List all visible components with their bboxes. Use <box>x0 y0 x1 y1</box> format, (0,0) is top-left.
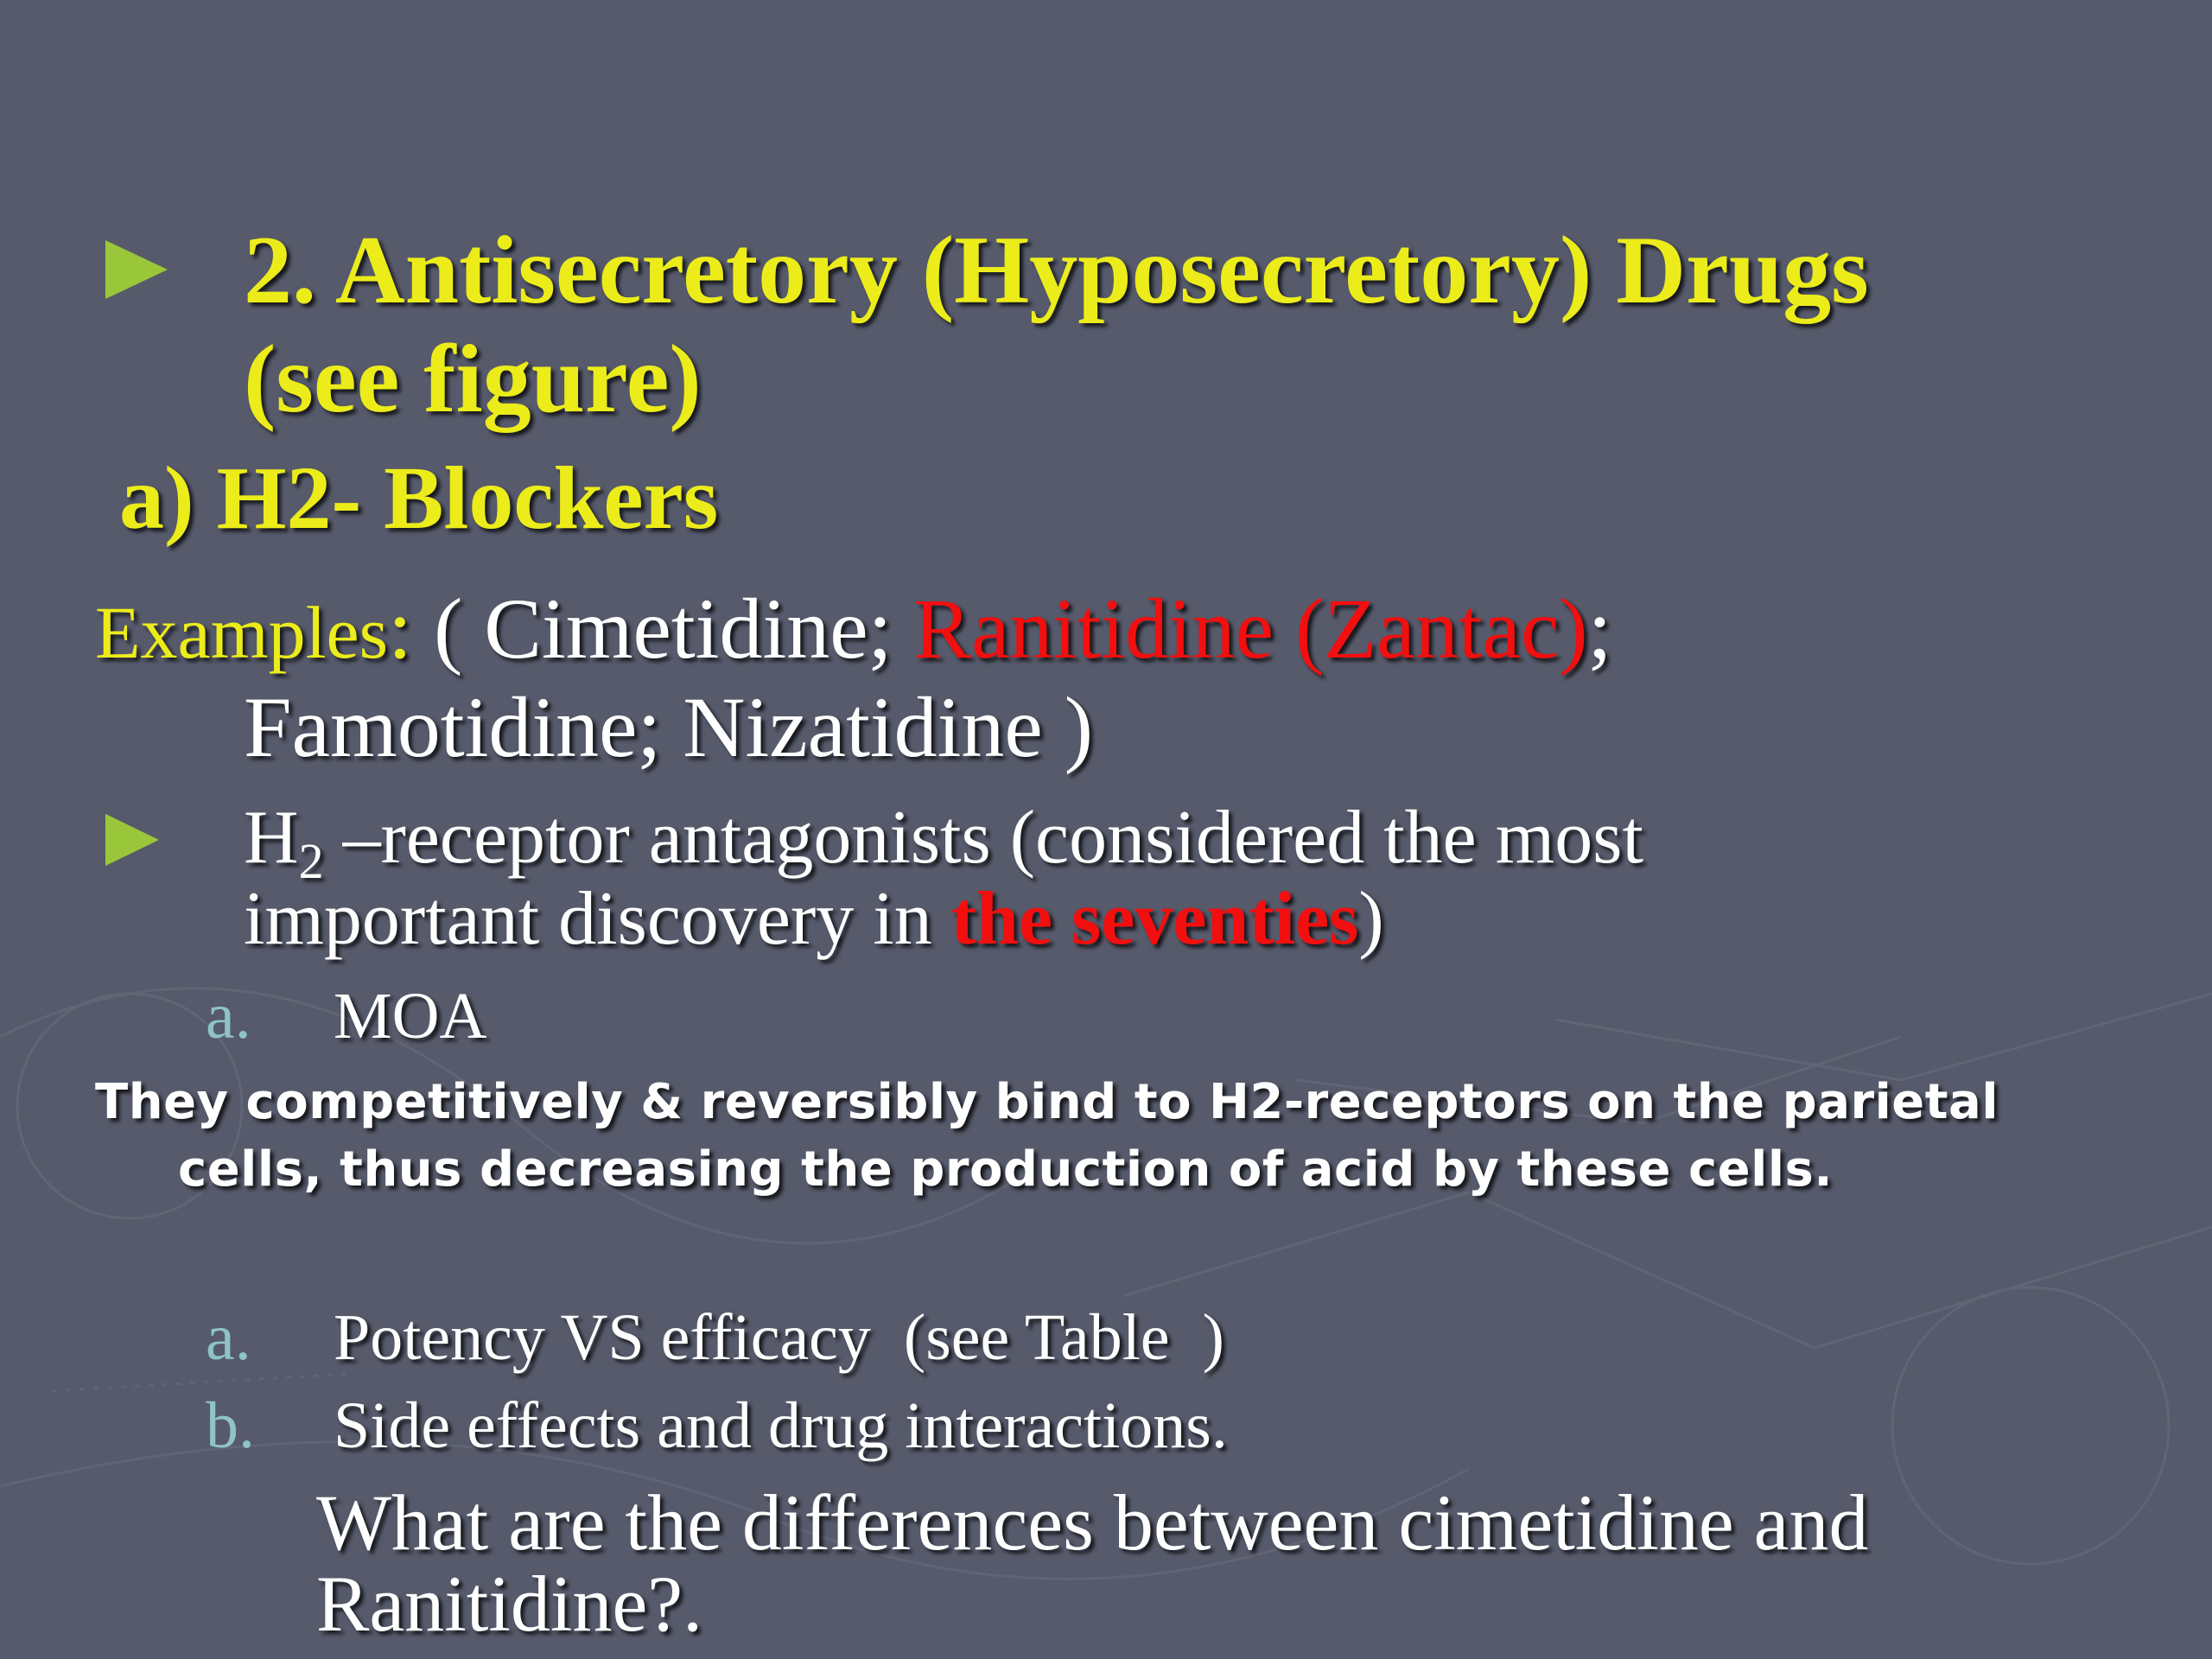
question-line1: What are the differences between cimetidine and <box>316 1478 1869 1567</box>
moa-marker: a. <box>206 980 251 1052</box>
h2-line2-start: important discovery in <box>244 877 951 961</box>
h2-subscript: 2 <box>298 833 324 889</box>
h2-letter: H <box>244 796 299 880</box>
side-effects-label: Side effects and drug interactions. <box>334 1389 1228 1462</box>
h2-bullet-line2 <box>244 874 1384 964</box>
examples-semicolon: ; <box>1587 581 1612 677</box>
moa-text-line1: They competitively & reversibly bind to H2-receptors on the parietal <box>95 1074 1999 1130</box>
h2-line1-rest: –receptor antagonists (considered the most <box>323 796 1643 880</box>
examples-line2: Famotidine; Nizatidine ) <box>244 679 1094 775</box>
slide-title-line1: 2. Antisecretory (Hyposecretory) Drugs <box>244 217 1869 324</box>
slide-title-line2: (see figure) <box>244 326 702 433</box>
potency-label: Potency VS efficacy (see Table ) <box>334 1301 1224 1374</box>
moa-label: MOA <box>334 980 487 1052</box>
ranitidine-highlight: Ranitidine (Zantac) <box>913 581 1588 677</box>
examples-open: ( Cimetidine; <box>411 581 914 677</box>
examples-label: Examples <box>95 591 389 674</box>
title-bullet-icon <box>105 240 168 299</box>
seventies-highlight: the seventies <box>950 877 1359 961</box>
moa-text-line2: cells, thus decreasing the production of acid by these cells. <box>178 1141 1834 1198</box>
side-effects-marker: b. <box>206 1389 255 1462</box>
examples-colon: : <box>388 581 412 677</box>
examples-line1 <box>95 577 1611 684</box>
h2-bullet-icon <box>105 814 159 866</box>
potency-marker: a. <box>206 1301 251 1374</box>
slide-subtitle: a) H2- Blockers <box>119 448 719 548</box>
question-line2: Ranitidine?. <box>316 1560 703 1648</box>
h2-line2-close: ) <box>1358 877 1384 961</box>
